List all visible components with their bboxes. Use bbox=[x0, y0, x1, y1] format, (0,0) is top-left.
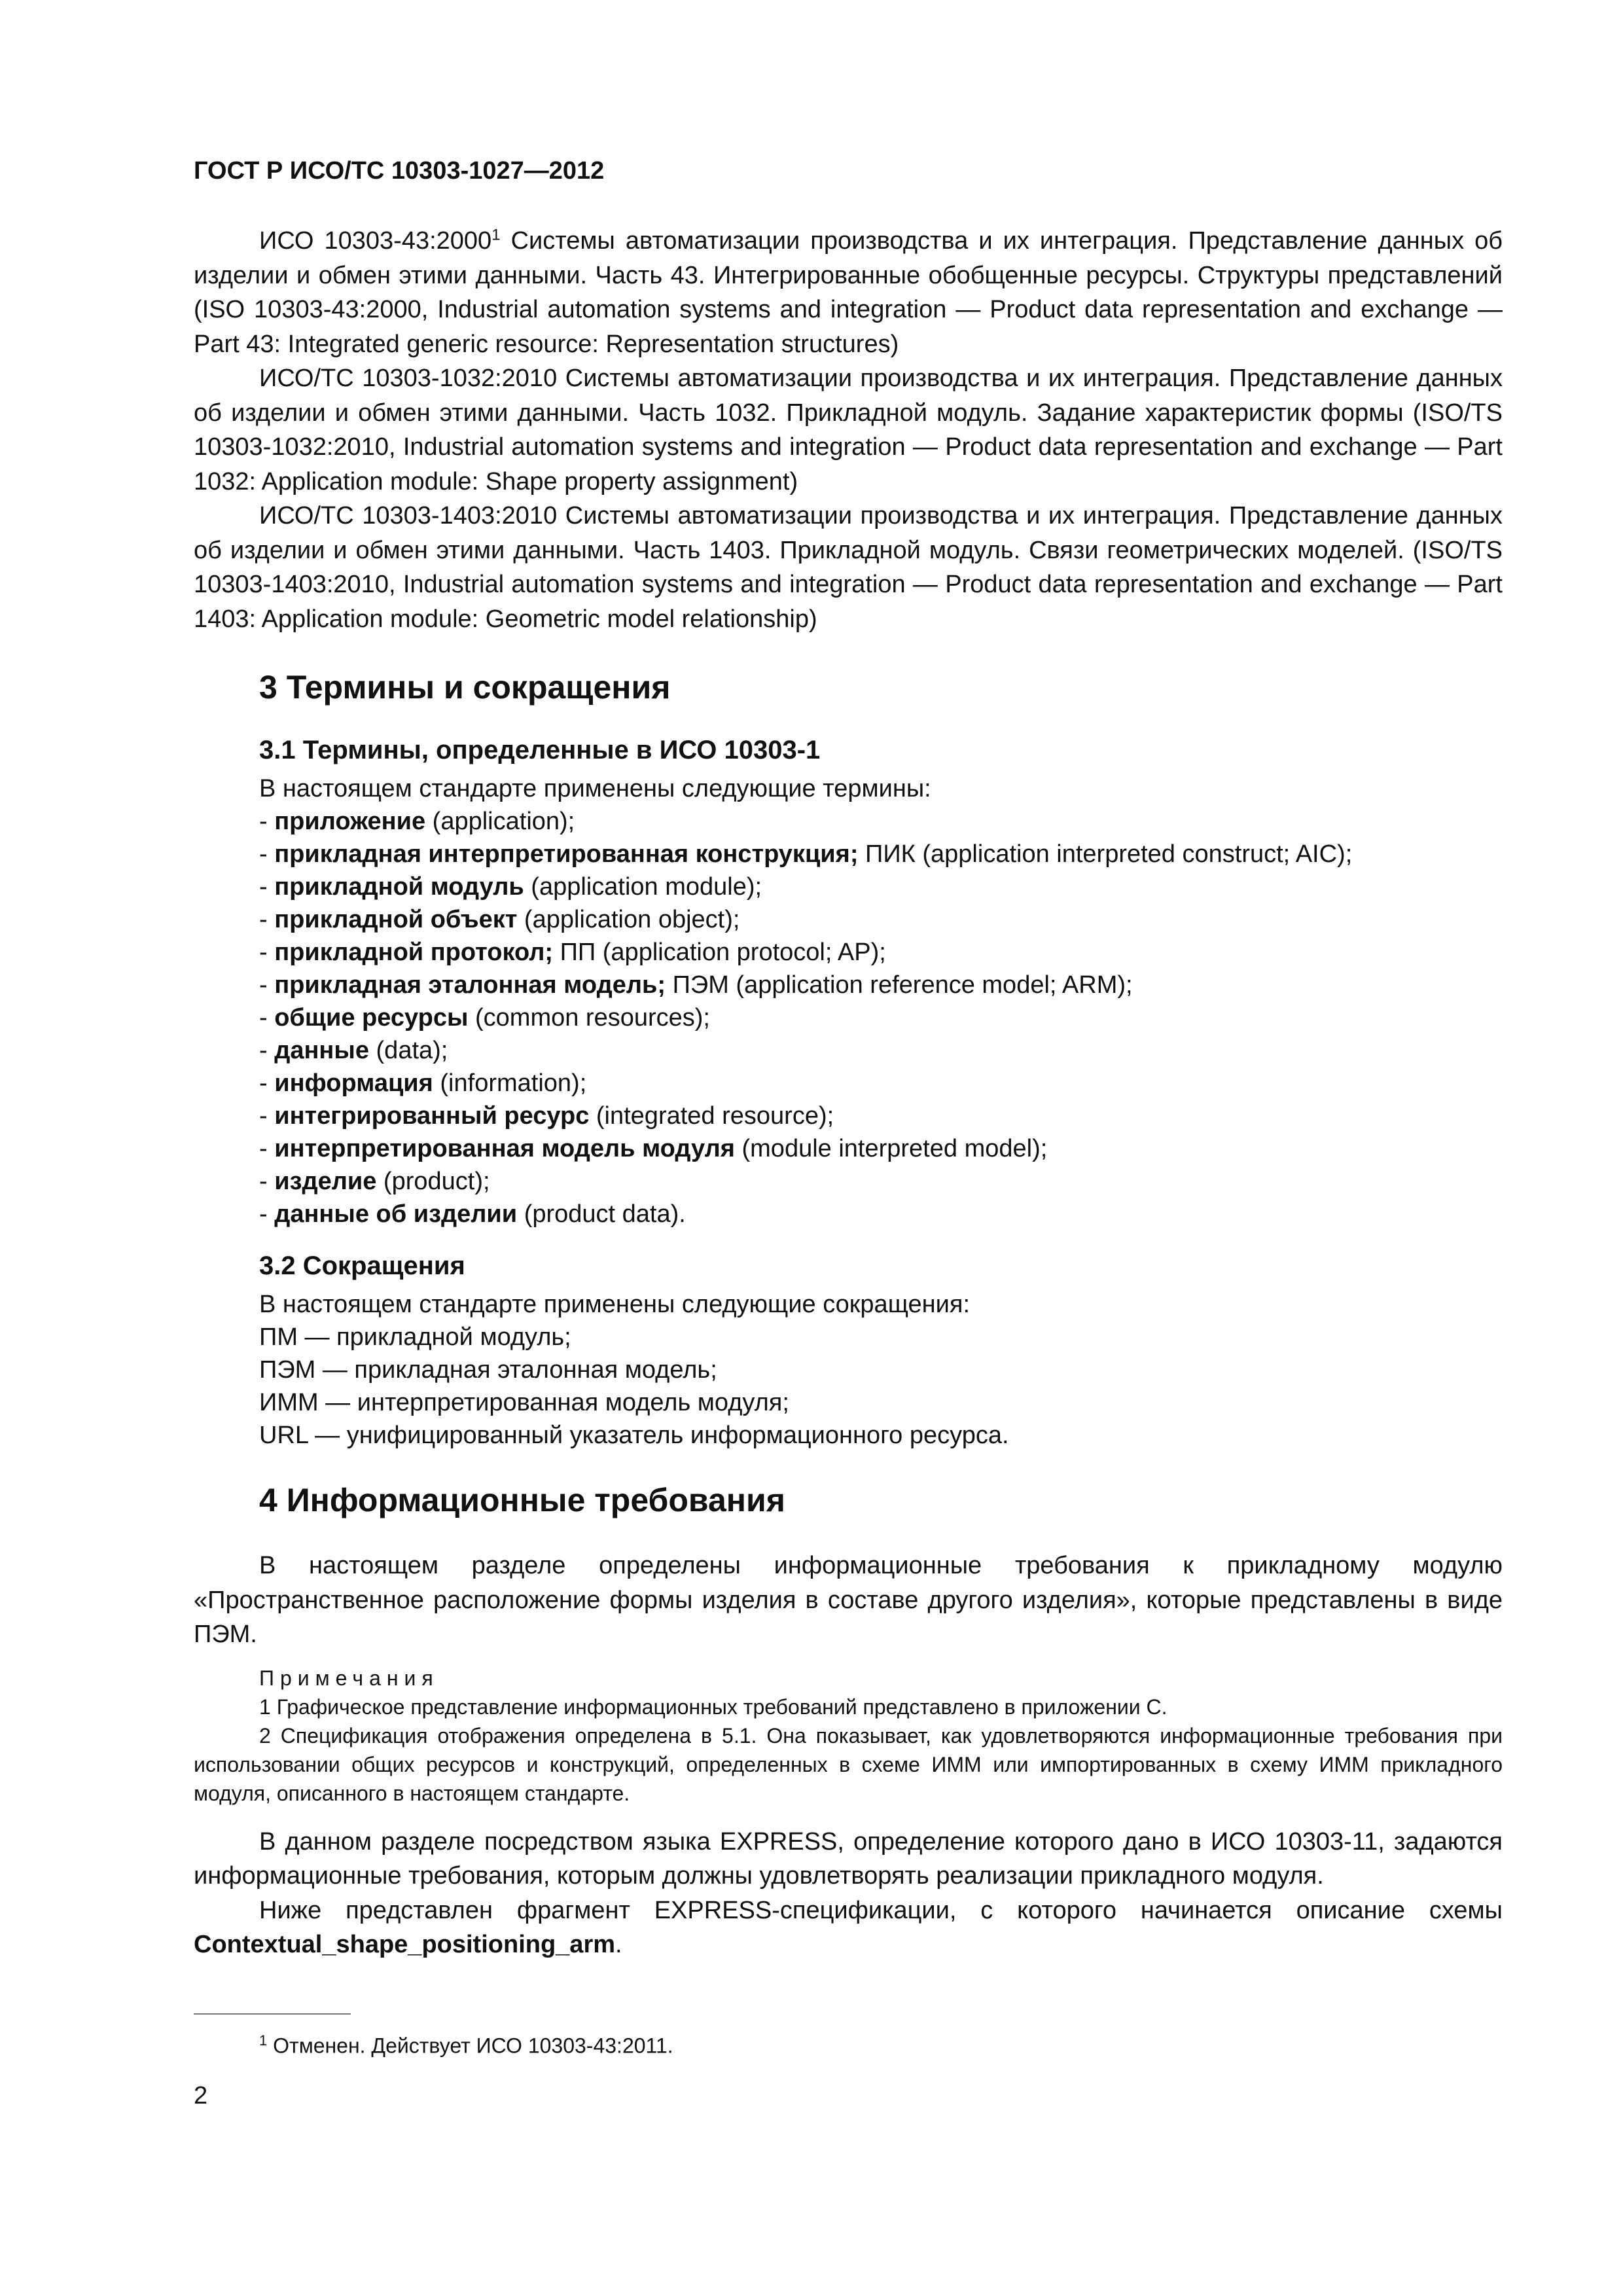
reference-item: ИСО/ТС 10303-1403:2010 Системы автоматизации производства и их интеграция. Представление данных об изделии и обмен этими данными. Часть 1403. Прикладной модуль. Связи геометрических моделей. (ISO/TS 10303-1403:2010, Industrial automation systems and integration — Product data representation and exchange — Part 1403: Application module: Geometric model relationship) bbox=[194, 502, 1503, 633]
term-item: - данные об изделии (product data). bbox=[259, 1200, 686, 1228]
abbreviation-item: ПМ — прикладной модуль; bbox=[259, 1323, 571, 1351]
abbreviations-list bbox=[194, 1321, 1503, 1452]
reference-item: ИСО 10303-43:2000$^1$ Системы автоматизации производства и их интеграция. Представление данных об изделии и обмен этими данными. Часть 43. Интегрированные обобщенные ресурсы. Структуры представлений (ISO 10303-43:2000, Industrial automation systems and integration — Product data representation and exchange — Part 43: Integrated generic resource: Representation structures) bbox=[194, 226, 1503, 358]
footnote-marker: 1 bbox=[491, 226, 501, 244]
section-3-heading: 3 Термины и сокращения bbox=[259, 669, 671, 706]
term-item: - общие ресурсы (common resources); bbox=[259, 1004, 710, 1031]
term-item: - прикладная эталонная модель; ПЭМ (application reference model; ARM); bbox=[259, 971, 1133, 999]
term-item: - прикладной модуль (application module); bbox=[259, 873, 762, 901]
term-item: - интерпретированная модель модуля (module interpreted model); bbox=[259, 1135, 1048, 1162]
document-header: ГОСТ Р ИСО/ТС 10303-1027—2012 bbox=[194, 157, 605, 185]
footnote-separator bbox=[194, 2013, 351, 2015]
terms-intro: В настоящем стандарте применены следующие термины: bbox=[259, 775, 931, 802]
abbreviation-item: URL — унифицированный указатель информационного ресурса. bbox=[259, 1422, 1009, 1449]
document-page bbox=[194, 154, 1503, 1962]
note-item: 1 Графическое представление информационных требований представлено в приложении С. bbox=[259, 1695, 1168, 1719]
term-item: - прикладной объект (application object); bbox=[259, 906, 740, 933]
term-item: - изделие (product); bbox=[259, 1168, 490, 1195]
section-4-paragraph: В настоящем разделе определены информационные требования к прикладному модулю «Пространственное расположение формы изделия в составе другого изделия», которые представлены в виде ПЭМ. bbox=[194, 1552, 1503, 1648]
term-item: - прикладная интерпретированная конструкция; ПИК (application interpreted construct; AIC); bbox=[259, 840, 1353, 868]
abbreviation-item: ПЭМ — прикладная эталонная модель; bbox=[259, 1356, 717, 1384]
subsection-3-2-heading: 3.2 Сокращения bbox=[259, 1251, 465, 1280]
term-item: - приложение (application); bbox=[259, 808, 575, 835]
notes-title: Примечания bbox=[259, 1666, 439, 1690]
section-4-paragraph: Ниже представлен фрагмент EXPRESS-спецификации, с которого начинается описание схемы Contextual_shape_positioning_arm. bbox=[194, 1896, 1503, 1958]
terms-list bbox=[194, 805, 1503, 1230]
term-item: - информация (information); bbox=[259, 1069, 587, 1097]
term-item: - прикладной протокол; ПП (application protocol; AP); bbox=[259, 939, 886, 966]
abbreviation-item: ИММ — интерпретированная модель модуля; bbox=[259, 1389, 789, 1416]
abbreviations-intro: В настоящем стандарте применены следующие сокращения: bbox=[259, 1291, 971, 1318]
note-item: 2 Спецификация отображения определена в 5.1. Она показывает, как удовлетворяются информационные требования при использовании общих ресурсов и конструкций, определенных в схеме ИММ или импортированных в схему ИММ прикладного модуля, описанного в настоящем стандарте. bbox=[194, 1723, 1503, 1805]
footnote: $^1$ Отменен. Действует ИСО 10303-43:2011. bbox=[259, 2032, 673, 2058]
term-item: - интегрированный ресурс (integrated resource); bbox=[259, 1102, 834, 1130]
section-4-paragraph: В данном разделе посредством языка EXPRESS, определение которого дано в ИСО 10303-11, задаются информационные требования, которым должны удовлетворять реализации прикладного модуля. bbox=[194, 1827, 1503, 1890]
term-item: - данные (data); bbox=[259, 1037, 448, 1064]
page-number: 2 bbox=[194, 2082, 208, 2109]
schema-name: Contextual_shape_positioning_arm bbox=[194, 1931, 616, 1958]
subsection-3-1-heading: 3.1 Термины, определенные в ИСО 10303-1 bbox=[259, 736, 821, 764]
reference-item: ИСО/ТС 10303-1032:2010 Системы автоматизации производства и их интеграция. Представление данных об изделии и обмен этими данными. Часть 1032. Прикладной модуль. Задание характеристик формы (ISO/TS 10303-1032:2010, Industrial automation systems and integration — Product data representation and exchange — Part 1032: Application module: Shape property assignment) bbox=[194, 365, 1503, 495]
section-4-heading: 4 Информационные требования bbox=[259, 1482, 785, 1518]
